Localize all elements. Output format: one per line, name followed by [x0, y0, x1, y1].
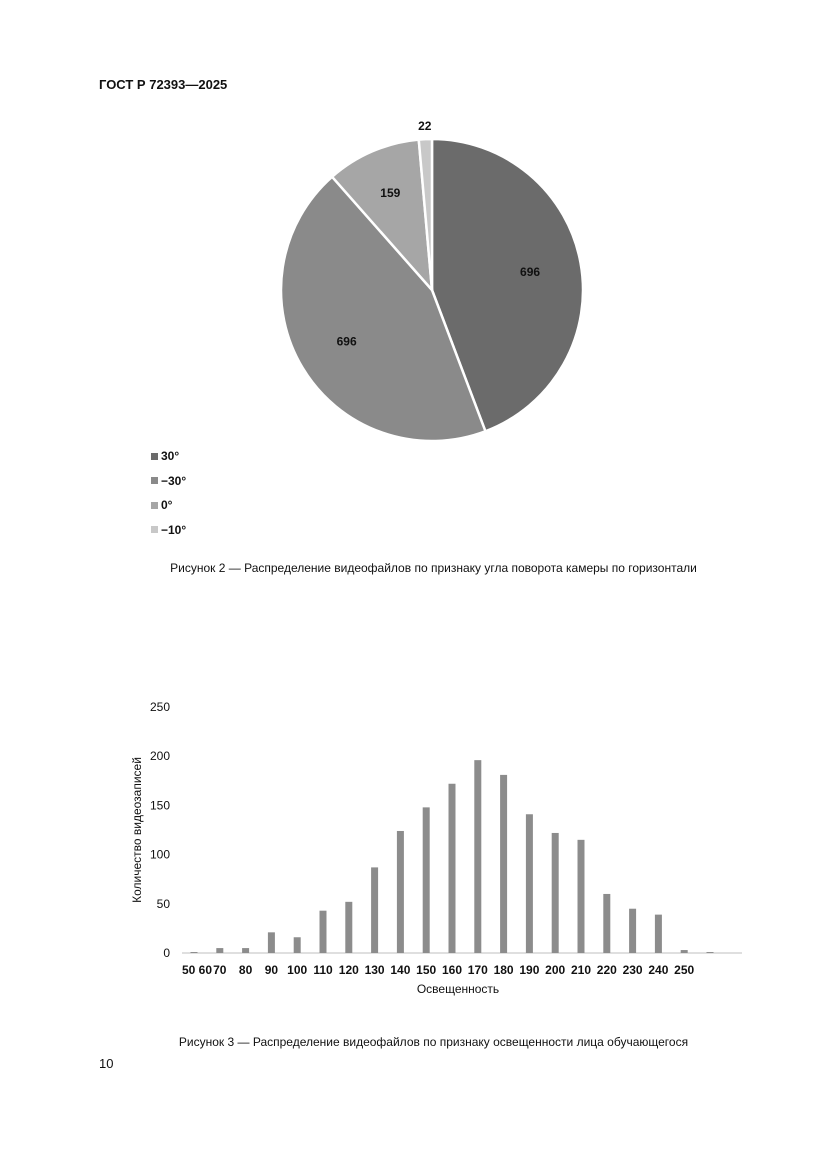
- figure2-caption: Рисунок 2 — Распределение видеофайлов по признаку угла поворота камеры по горизонтали: [170, 561, 697, 575]
- y-axis-title: Количество видеозаписей: [130, 757, 144, 903]
- x-tick-label: 70: [213, 963, 227, 977]
- legend-label: 30°: [161, 449, 180, 464]
- pie-data-label: 696: [336, 334, 357, 349]
- pie-chart: [0, 110, 827, 450]
- x-tick-label: 240: [648, 963, 669, 977]
- x-tick-label: 110: [313, 963, 333, 977]
- bar: [397, 831, 404, 953]
- x-tick-label: 180: [493, 963, 514, 977]
- pie-legend: [151, 444, 186, 542]
- bar: [268, 932, 275, 953]
- bar: [629, 909, 636, 953]
- bar: [474, 760, 481, 953]
- legend-label: −30°: [161, 473, 187, 488]
- bar: [603, 894, 610, 953]
- y-tick-label: 200: [149, 749, 170, 764]
- bar: [423, 807, 430, 953]
- bar: [526, 814, 533, 953]
- bar: [500, 775, 507, 953]
- x-tick-label: 230: [622, 963, 643, 977]
- bar: [191, 952, 198, 953]
- x-tick-label: 250: [674, 963, 695, 977]
- x-tick-label: 220: [596, 963, 617, 977]
- x-tick-label: 90: [264, 963, 279, 977]
- bar: [578, 840, 585, 953]
- bar: [371, 867, 378, 953]
- x-tick-label: 50 60: [181, 963, 213, 977]
- bar: [320, 911, 327, 953]
- legend-item: [151, 469, 186, 494]
- y-tick-label: 250: [149, 700, 170, 714]
- bar: [681, 950, 688, 953]
- bar-chart: [0, 630, 827, 1010]
- x-tick-label: 100: [287, 963, 308, 977]
- document-header: ГОСТ Р 72393—2025: [99, 77, 228, 92]
- x-tick-label: 160: [441, 963, 463, 977]
- pie-data-label: 696: [520, 265, 541, 280]
- legend-swatch: [151, 526, 158, 533]
- legend-item: [151, 493, 186, 518]
- x-tick-label: 210: [570, 963, 592, 977]
- legend-item: [151, 518, 186, 543]
- x-tick-label: 130: [364, 963, 385, 977]
- y-tick-label: 0: [163, 946, 170, 960]
- page-number: 10: [99, 1056, 114, 1071]
- x-tick-label: 200: [545, 963, 566, 977]
- pie-data-label: 22: [418, 119, 432, 134]
- legend-swatch: [151, 502, 158, 509]
- legend-swatch: [151, 453, 158, 460]
- y-tick-label: 100: [149, 847, 170, 862]
- x-tick-label: 150: [416, 963, 437, 977]
- x-tick-label: 120: [338, 963, 359, 977]
- legend-item: [151, 444, 186, 469]
- bar: [655, 915, 662, 953]
- bar: [345, 902, 352, 953]
- x-tick-label: 80: [238, 963, 253, 977]
- bar: [449, 784, 456, 953]
- x-tick-label: 170: [467, 963, 488, 977]
- figure3-caption: Рисунок 3 — Распределение видеофайлов по признаку освещенности лица обучающегося: [178, 1035, 689, 1049]
- legend-label: −10°: [161, 522, 187, 537]
- bar: [552, 833, 559, 953]
- bar: [216, 948, 223, 953]
- x-tick-label: 140: [390, 963, 411, 977]
- bar: [707, 952, 714, 953]
- legend-swatch: [151, 477, 158, 484]
- y-tick-label: 150: [149, 798, 170, 813]
- bar: [294, 937, 301, 953]
- y-tick-label: 50: [156, 896, 170, 911]
- bar: [242, 948, 249, 953]
- x-tick-label: 190: [519, 963, 540, 977]
- x-axis-title: Освещенность: [416, 982, 500, 996]
- legend-label: 0°: [161, 498, 173, 513]
- pie-data-label: 159: [380, 185, 401, 200]
